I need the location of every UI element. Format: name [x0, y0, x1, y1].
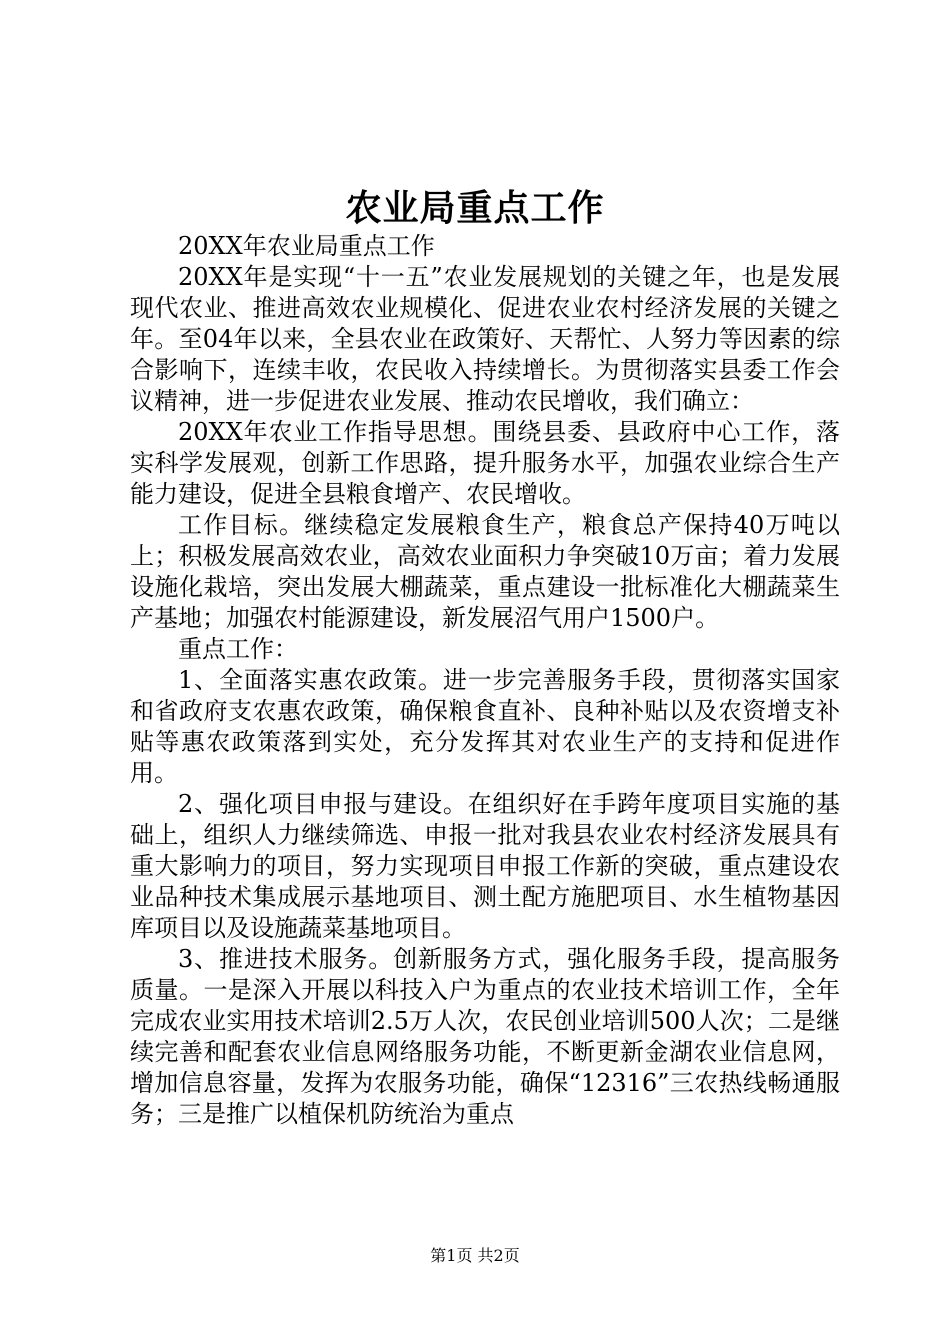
paragraph-guiding-thought: 20XX年农业工作指导思想。围绕县委、县政府中心工作，落实科学发展观，创新工作思路，提升服务水平，加强农业综合生产能力建设，促进全县粮食增产、农民增收。	[130, 418, 840, 508]
paragraph-work-goals: 工作目标。继续稳定发展粮食生产，粮食总产保持40万吨以上；积极发展高效农业，高效农业面积力争突破10万亩；着力发展设施化栽培，突出发展大棚蔬菜，重点建设一批标准化大棚蔬菜生产基地；加强农村能源建设，新发展沼气用户1500户。	[130, 511, 840, 632]
paragraph-key-work-heading: 重点工作：	[178, 635, 298, 663]
page-footer: 第1页 共2页	[430, 1246, 520, 1265]
document-body	[130, 231, 840, 1130]
paragraph-item-1: 1、全面落实惠农政策。进一步完善服务手段，贯彻落实国家和省政府支农惠农政策，确保粮食直补、良种补贴以及农资增支补贴等惠农政策落到实处，充分发挥其对农业生产的支持和促进作用。	[130, 666, 840, 787]
paragraph-subtitle: 20XX年农业局重点工作	[178, 232, 435, 260]
paragraph-intro: 20XX年是实现“十一五”农业发展规划的关键之年，也是发展现代农业、推进高效农业规模化、促进农业农村经济发展的关键之年。至04年以来，全县农业在政策好、天帮忙、人努力等因素的综合影响下，连续丰收，农民收入持续增长。为贯彻落实县委工作会议精神，进一步促进农业发展、推动农民增收，我们确立：	[130, 263, 840, 415]
paragraph-item-2: 2、强化项目申报与建设。在组织好在手跨年度项目实施的基础上，组织人力继续筛选、申报一批对我县农业农村经济发展具有重大影响力的项目，努力实现项目申报工作新的突破，重点建设农业品种技术集成展示基地项目、测土配方施肥项目、水生植物基因库项目以及设施蔬菜基地项目。	[130, 790, 840, 942]
paragraph-item-3: 3、推进技术服务。创新服务方式，强化服务手段，提高服务质量。一是深入开展以科技入户为重点的农业技术培训工作，全年完成农业实用技术培训2.5万人次，农民创业培训500人次；二是继续完善和配套农业信息网络服务功能，不断更新金湖农业信息网，增加信息容量，发挥为农服务功能，确保“12316”三农热线畅通服务；三是推广以植保机防统治为重点	[130, 945, 840, 1128]
document-title: 农业局重点工作	[345, 187, 605, 229]
